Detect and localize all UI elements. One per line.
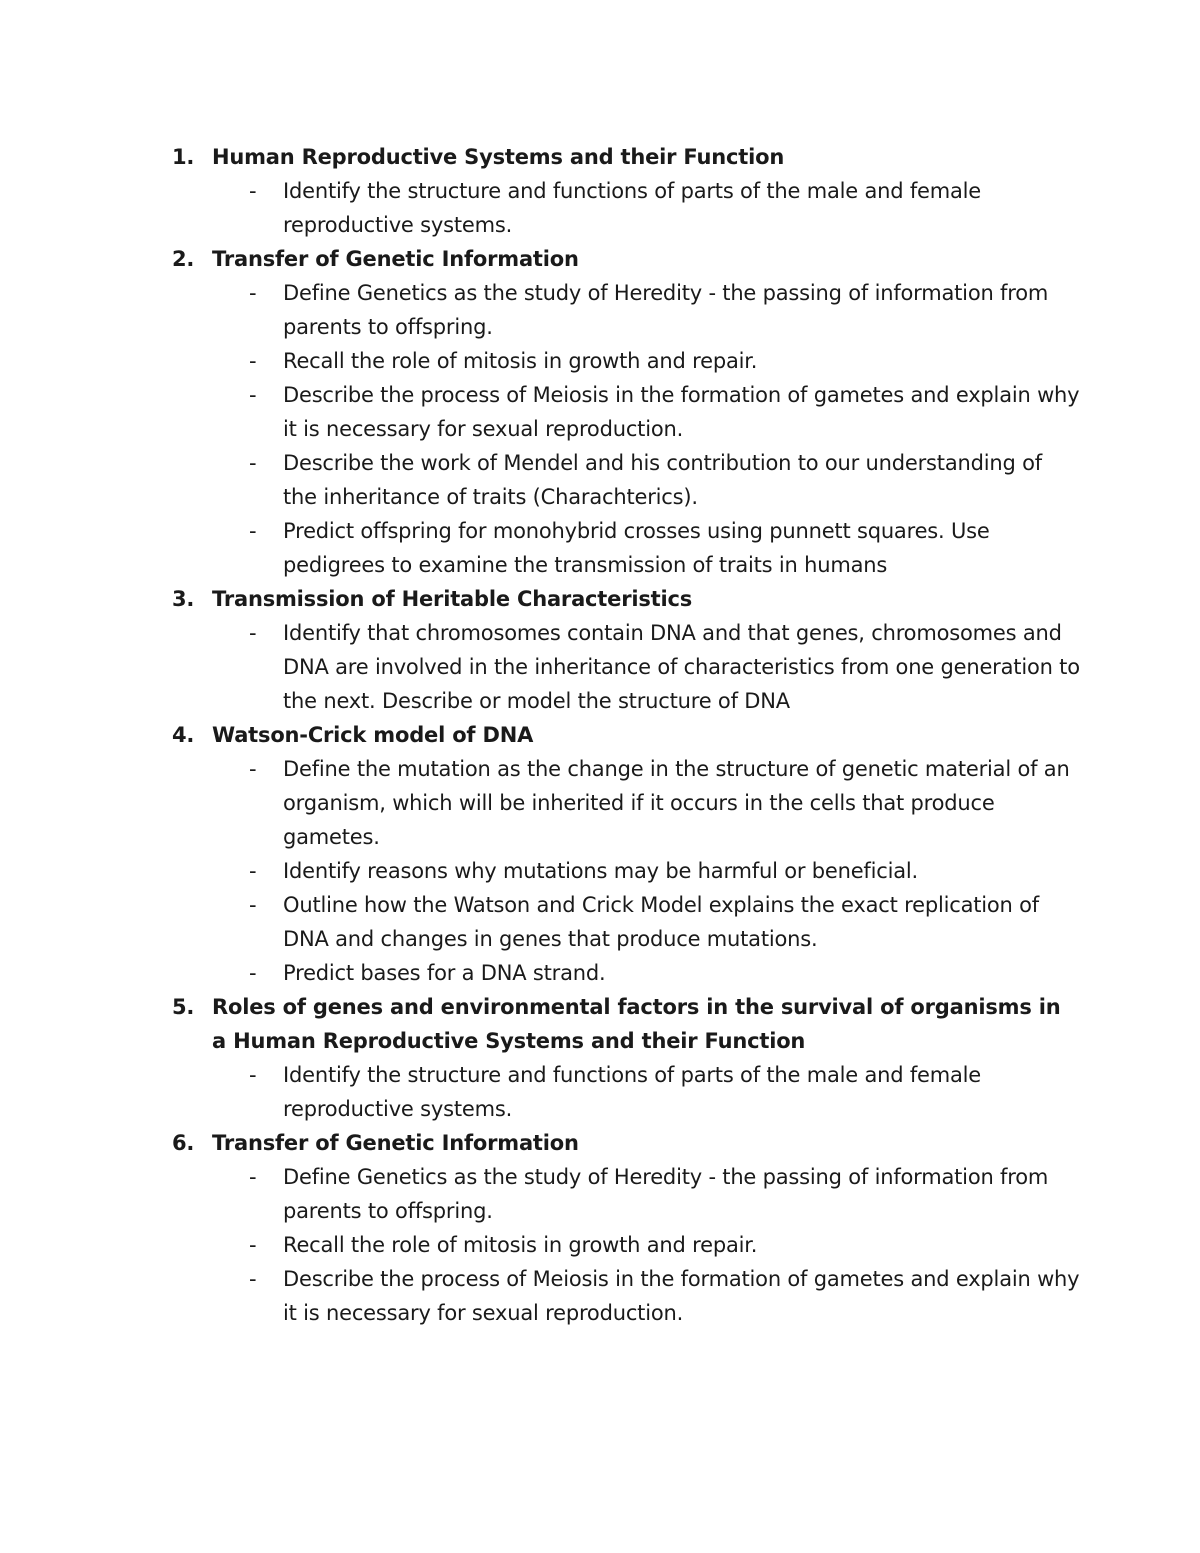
list-item	[0, 854, 1200, 888]
list-item	[0, 1160, 1200, 1228]
section-title: Human Reproductive Systems and their Function	[212, 145, 785, 169]
list-item	[0, 446, 1200, 514]
list-item-text: Predict bases for a DNA strand.	[283, 961, 606, 985]
dash-bullet: -	[249, 179, 257, 203]
list-item-text: Predict offspring for monohybrid crosses using punnett squares. Use pedigrees to examine the transmission of traits in humans	[283, 519, 990, 577]
dash-bullet: -	[249, 757, 257, 781]
list-item	[0, 1058, 1200, 1126]
dash-bullet: -	[249, 1233, 257, 1257]
list-item	[0, 1228, 1200, 1262]
list-item	[0, 1262, 1200, 1330]
list-item-text: Identify that chromosomes contain DNA and that genes, chromosomes and DNA are involved in the inheritance of characteristics from one generation to the next. Describe or model the structure of DNA	[283, 621, 1080, 713]
section-number: 1.	[172, 145, 195, 169]
list-item-text: Describe the work of Mendel and his contribution to our understanding of the inheritance of traits (Charachterics).	[283, 451, 1042, 509]
section-title: Transfer of Genetic Information	[212, 247, 579, 271]
section-number: 6.	[172, 1131, 195, 1155]
list-item	[0, 514, 1200, 582]
list-item-text: Recall the role of mitosis in growth and repair.	[283, 349, 758, 373]
section-number: 2.	[172, 247, 195, 271]
document-body	[0, 140, 1200, 1330]
section-heading	[0, 718, 1200, 752]
section-number: 4.	[172, 723, 195, 747]
list-item-text: Define Genetics as the study of Heredity - the passing of information from parents to offspring.	[283, 1165, 1049, 1223]
list-item-text: Describe the process of Meiosis in the formation of gametes and explain why it is necessary for sexual reproduction.	[283, 383, 1080, 441]
list-item	[0, 888, 1200, 956]
section-title: Roles of genes and environmental factors in the survival of organisms in a Human Reproductive Systems and their Function	[212, 995, 1061, 1053]
section-1	[0, 140, 1200, 242]
list-item	[0, 174, 1200, 242]
section-6	[0, 1126, 1200, 1330]
section-number: 3.	[172, 587, 195, 611]
section-heading	[0, 140, 1200, 174]
list-item-text: Outline how the Watson and Crick Model explains the exact replication of DNA and changes in genes that produce mutations.	[283, 893, 1039, 951]
list-item	[0, 956, 1200, 990]
section-heading	[0, 242, 1200, 276]
dash-bullet: -	[249, 1267, 257, 1291]
list-item	[0, 276, 1200, 344]
dash-bullet: -	[249, 621, 257, 645]
section-5	[0, 990, 1200, 1126]
list-item-text: Recall the role of mitosis in growth and repair.	[283, 1233, 758, 1257]
section-heading	[0, 582, 1200, 616]
section-heading	[0, 990, 1200, 1058]
dash-bullet: -	[249, 1063, 257, 1087]
list-item-text: Identify the structure and functions of parts of the male and female reproductive systems.	[283, 179, 982, 237]
dash-bullet: -	[249, 349, 257, 373]
section-number: 5.	[172, 995, 195, 1019]
list-item	[0, 344, 1200, 378]
dash-bullet: -	[249, 893, 257, 917]
list-item-text: Identify the structure and functions of parts of the male and female reproductive systems.	[283, 1063, 982, 1121]
list-item	[0, 752, 1200, 854]
dash-bullet: -	[249, 281, 257, 305]
list-item	[0, 616, 1200, 718]
dash-bullet: -	[249, 859, 257, 883]
section-4	[0, 718, 1200, 990]
list-item	[0, 378, 1200, 446]
dash-bullet: -	[249, 383, 257, 407]
section-title: Transfer of Genetic Information	[212, 1131, 579, 1155]
section-3	[0, 582, 1200, 718]
dash-bullet: -	[249, 1165, 257, 1189]
dash-bullet: -	[249, 519, 257, 543]
dash-bullet: -	[249, 961, 257, 985]
list-item-text: Define the mutation as the change in the structure of genetic material of an organism, which will be inherited if it occurs in the cells that produce gametes.	[283, 757, 1070, 849]
dash-bullet: -	[249, 451, 257, 475]
section-heading	[0, 1126, 1200, 1160]
section-title: Transmission of Heritable Characteristics	[212, 587, 693, 611]
section-2	[0, 242, 1200, 582]
section-title: Watson-Crick model of DNA	[212, 723, 534, 747]
list-item-text: Identify reasons why mutations may be harmful or beneficial.	[283, 859, 919, 883]
list-item-text: Describe the process of Meiosis in the formation of gametes and explain why it is necessary for sexual reproduction.	[283, 1267, 1080, 1325]
list-item-text: Define Genetics as the study of Heredity - the passing of information from parents to offspring.	[283, 281, 1049, 339]
